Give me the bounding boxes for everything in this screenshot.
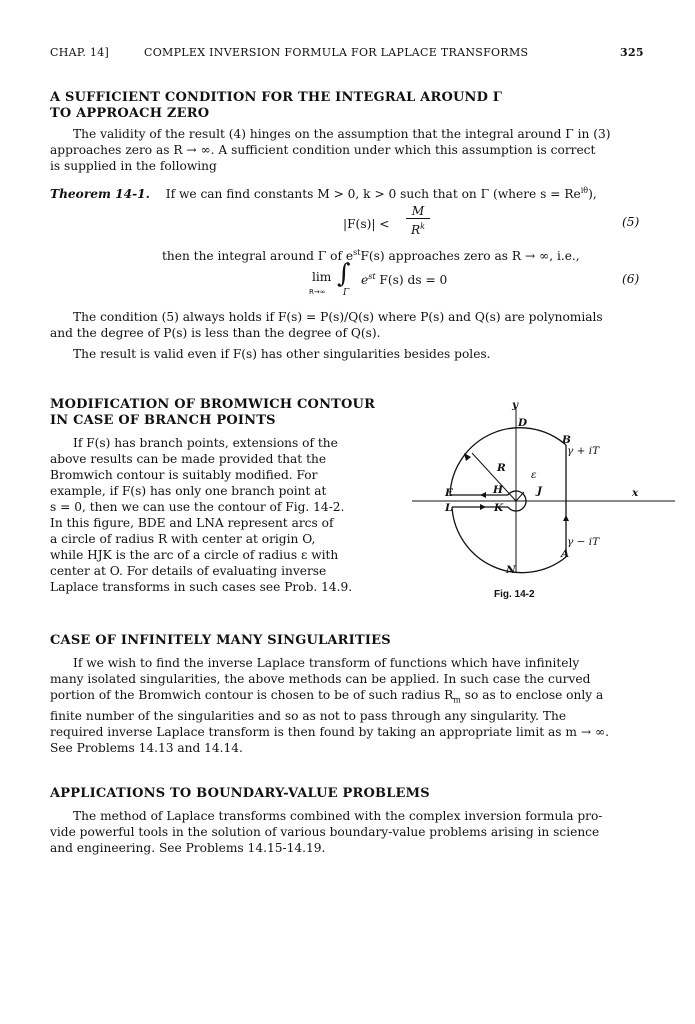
- eq6-lim: lim: [312, 270, 332, 284]
- arrow-icon: [563, 515, 569, 521]
- label-H: H: [493, 484, 503, 496]
- sec3-heading: CASE OF INFINITELY MANY SINGULARITIES: [50, 633, 391, 648]
- sec1-para2-line2: and the degree of P(s) is less than the degree of Q(s).: [50, 326, 381, 340]
- eq5-number: (5): [622, 215, 640, 229]
- then-text: then the integral around Γ of e: [162, 249, 354, 264]
- eq6-body2: F(s) ds = 0: [375, 273, 448, 288]
- label-J: J: [537, 485, 542, 497]
- sec2-line: while HJK is the arc of a circle of radius ε with: [50, 548, 339, 562]
- then-sup: st: [353, 248, 361, 257]
- eq5-denominator: [406, 222, 430, 237]
- sec2-heading-1: MODIFICATION OF BROMWICH CONTOUR: [50, 397, 376, 412]
- eq6-lim-sub: R→∞: [309, 288, 326, 296]
- sec2-line: a circle of radius R with center at origin O,: [50, 532, 316, 546]
- sec1-para3: The result is valid even if F(s) has other singularities besides poles.: [73, 347, 491, 361]
- label-N: N: [506, 564, 516, 576]
- sec4-line: and engineering. See Problems 14.15-14.19.: [50, 841, 326, 855]
- sec1-para1-line1: The validity of the result (4) hinges on the assumption that the integral around Γ in (3): [73, 127, 611, 141]
- eq6-e: e: [361, 273, 369, 288]
- eq6-sup: st: [368, 272, 376, 281]
- sec3-line: If we wish to find the inverse Laplace transform of functions which have infinitely: [73, 656, 580, 670]
- theorem-text: If we can find constants M > 0, k > 0 such that on Γ (where s = Re: [165, 187, 581, 202]
- eq6-int-sub: Γ: [343, 288, 350, 298]
- eq5-numerator: M: [406, 204, 430, 219]
- then-line: [162, 245, 580, 264]
- running-chapter: CHAP. 14]: [50, 46, 110, 59]
- label-y: y: [512, 399, 519, 411]
- sec2-heading-2: IN CASE OF BRANCH POINTS: [50, 413, 276, 428]
- figure-caption: Fig. 14-2: [494, 589, 535, 600]
- sec2-body: [50, 435, 360, 595]
- arc-LNA: [452, 507, 566, 573]
- sec3-line3-start: portion of the Bromwich contour is chosen to be of such radius R: [50, 688, 454, 702]
- eq5-den-base: R: [410, 223, 421, 238]
- eq5-lhs: |F(s)| <: [343, 217, 390, 231]
- sec2-line: Bromwich contour is suitably modified. For: [50, 468, 318, 482]
- sec3-line: finite number of the singularities and so as not to pass through any singularity. The: [50, 709, 567, 724]
- sec4-heading: APPLICATIONS TO BOUNDARY-VALUE PROBLEMS: [50, 786, 430, 801]
- sec2-line: center at O. For details of evaluating inverse: [50, 564, 327, 578]
- sec2-line: above results can be made provided that the: [50, 452, 327, 466]
- sec2-line: In this figure, BDE and LNA represent arcs of: [50, 516, 334, 530]
- rm-sub: m: [453, 695, 461, 705]
- radius-epsilon: [516, 492, 524, 501]
- then-text2: F(s) approaches zero as R → ∞, i.e.,: [360, 249, 580, 264]
- sec1-heading-2: TO APPROACH ZERO: [50, 106, 210, 121]
- sec4-line: The method of Laplace transforms combined with the complex inversion formula pro-: [73, 809, 603, 823]
- theorem-line: [50, 183, 597, 202]
- sec3-line: many isolated singularities, the above methods can be applied. In such case the curved: [50, 672, 591, 686]
- eq6-body: [361, 272, 447, 287]
- integral-sign-icon: ∫: [337, 259, 351, 289]
- sec2-line: Laplace transforms in such cases see Prob. 14.9.: [50, 580, 353, 594]
- sec2-line: If F(s) has branch points, extensions of the: [73, 436, 338, 450]
- sec4-line: vide powerful tools in the solution of various boundary-value problems arising in science: [50, 825, 600, 839]
- sec1-para1-line3: is supplied in the following: [50, 159, 217, 173]
- label-A: A: [561, 548, 570, 560]
- arrow-icon: [480, 492, 486, 498]
- sec4-body: [50, 808, 649, 856]
- arc-BDE: [450, 428, 566, 495]
- sec2-line: example, if F(s) has only one branch point at: [50, 484, 327, 498]
- sec1-heading-1: A SUFFICIENT CONDITION FOR THE INTEGRAL AROUND Γ: [50, 90, 503, 105]
- page-number: 325: [620, 46, 644, 59]
- sec3-line-3: [50, 687, 649, 708]
- label-E: E: [445, 487, 454, 499]
- label-x: x: [632, 487, 639, 499]
- theorem-end: ),: [588, 187, 597, 202]
- eq5-den-sup: k: [420, 222, 426, 231]
- sec3-line: See Problems 14.13 and 14.14.: [50, 741, 243, 756]
- eq6-number: (6): [622, 272, 640, 286]
- arrow-icon: [480, 504, 486, 510]
- theorem-label: Theorem 14-1.: [50, 187, 150, 202]
- theorem-sup: iθ: [580, 186, 589, 195]
- bromwich-contour-figure: [400, 395, 680, 610]
- label-K: K: [494, 502, 504, 514]
- label-R: R: [497, 462, 506, 474]
- sec1-para1-line2: approaches zero as R → ∞. A sufficient condition under which this assumption is correct: [50, 143, 596, 157]
- sec2-line: s = 0, then we can use the contour of Fig. 14-2.: [50, 500, 345, 514]
- sec3-line3-end: so as to enclose only a: [460, 688, 604, 702]
- label-L: L: [445, 502, 453, 514]
- sec3-line: required inverse Laplace transform is then found by taking an appropriate limit as m → ∞.: [50, 725, 609, 740]
- label-top: γ + iT: [567, 445, 600, 457]
- sec1-para2-line1: The condition (5) always holds if F(s) = P(s)/Q(s) where P(s) and Q(s) are polynomials: [73, 310, 603, 324]
- running-title: COMPLEX INVERSION FORMULA FOR LAPLACE TRANSFORMS: [144, 46, 529, 59]
- arrow-icon: [464, 453, 471, 461]
- label-epsilon: ε: [531, 469, 537, 481]
- label-D: D: [518, 417, 528, 429]
- label-bottom: γ − iT: [567, 536, 600, 548]
- sec3-body: [50, 655, 649, 756]
- label-B: B: [562, 434, 571, 446]
